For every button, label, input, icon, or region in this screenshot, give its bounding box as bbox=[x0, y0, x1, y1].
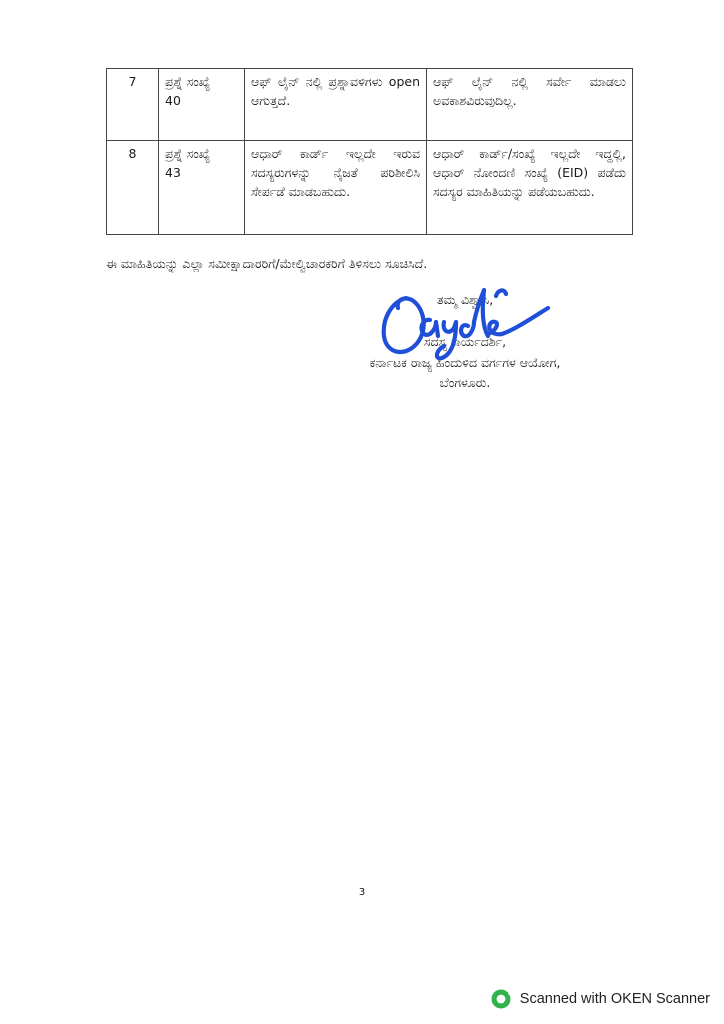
handwritten-signature bbox=[372, 278, 562, 368]
question-number: 40 bbox=[165, 93, 181, 108]
scanner-label: Scanned with OKEN Scanner bbox=[519, 991, 710, 1007]
issues-table bbox=[106, 68, 633, 235]
question-number-cell bbox=[159, 141, 245, 235]
signatory-office: ಕರ್ನಾಟಕ ರಾಜ್ಯ ಹಿಂದುಳಿದ ವರ್ಗಗಳ ಆಯೋಗ, bbox=[369, 354, 561, 370]
action-cell: ಆಧಾರ್ ಕಾರ್ಡ್/ಸಂಖ್ಯೆ ಇಲ್ಲದೇ ಇದ್ದಲ್ಲಿ, ಆಧಾರ್ ನೋಂದಣಿ ಸಂಖ್ಯೆ (EID) ಪಡೆದು ಸದಸ್ಯರ ಮಾಹಿತಿಯನ್ನು ಪಡೆಯಬಹುದು. bbox=[427, 141, 633, 235]
oken-scanner-logo-icon bbox=[490, 988, 512, 1010]
table-row bbox=[107, 141, 633, 235]
action-cell: ಆಫ್ ಲೈನ್ ನಲ್ಲಿ ಸರ್ವೇ ಮಾಡಲು ಅವಕಾಶವಿರುವುದಿಲ್ಲ. bbox=[427, 69, 633, 141]
question-number: 43 bbox=[165, 165, 181, 180]
signatory-designation: ಸದಸ್ಯ ಕಾರ್ಯದರ್ಶಿ, bbox=[423, 334, 507, 350]
question-label: ಪ್ರಶ್ನೆ ಸಂಖ್ಯೆ bbox=[165, 146, 211, 161]
scanner-watermark bbox=[490, 988, 710, 1010]
page-number: 3 bbox=[358, 887, 366, 898]
issue-cell: ಆಧಾರ್ ಕಾರ್ಡ್ ಇಲ್ಲದೇ ಇರುವ ಸದಸ್ಯರುಗಳನ್ನು ನೈಜತೆ ಪರಿಶೀಲಿಸಿ ಸೇರ್ಪಡೆ ಮಾಡಬಹುದು. bbox=[245, 141, 427, 235]
signatory-place: ಬೆಂಗಳೂರು. bbox=[439, 374, 491, 390]
closing-line: ತಮ್ಮ ವಿಶ್ವಾಸಿ, bbox=[436, 292, 494, 307]
table-row bbox=[107, 69, 633, 141]
instruction-note: ಈ ಮಾಹಿತಿಯನ್ನು ಎಲ್ಲಾ ಸಮೀಕ್ಷಾದಾರರಿಗೆ/ಮೇಲ್ವಿಚಾರಕರಿಗೆ ತಿಳಿಸಲು ಸೂಚಿಸಿದೆ. bbox=[106, 256, 428, 271]
issue-cell: ಆಫ್ ಲೈನ್ ನಲ್ಲಿ ಪ್ರಶ್ನಾವಳಿಗಳು open ಆಗುತ್ತದೆ. bbox=[245, 69, 427, 141]
question-number-cell bbox=[159, 69, 245, 141]
row-number: 7 bbox=[107, 69, 159, 141]
row-number: 8 bbox=[107, 141, 159, 235]
question-label: ಪ್ರಶ್ನೆ ಸಂಖ್ಯೆ bbox=[165, 74, 211, 89]
